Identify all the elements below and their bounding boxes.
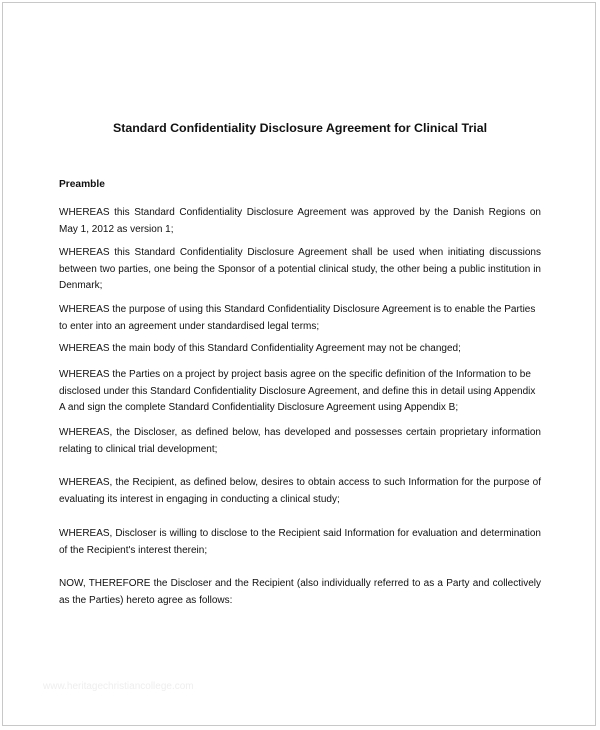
paragraph-6: WHEREAS, the Discloser, as defined below, has developed and possesses certain proprietary information relating to clinical trial development; — [59, 427, 541, 455]
section-heading-preamble: Preamble — [59, 179, 105, 190]
paragraph-5: WHEREAS the Parties on a project by project basis agree on the specific definition of the Information to be disclosed under this Standard Confidentiality Disclosure Agreement, and define this in detail using Appendix A and sign the complete Standard Confidentiality Disclosure Agreement using Appendix B; — [59, 369, 536, 413]
paragraph-8: WHEREAS, Discloser is willing to disclose to the Recipient said Information for evaluation and determination of the Recipient's interest therein; — [59, 528, 541, 556]
document-title: Standard Confidentiality Disclosure Agreement for Clinical Trial — [112, 121, 488, 135]
watermark-text: www.heritagechristiancollege.com — [43, 681, 194, 692]
paragraph-7: WHEREAS, the Recipient, as defined below, desires to obtain access to such Information for the purpose of evaluating its interest in engaging in conducting a clinical study; — [59, 477, 541, 505]
paragraph-9: NOW, THEREFORE the Discloser and the Recipient (also individually referred to as a Party and collectively as the Parties) hereto agree as follows: — [59, 578, 541, 606]
paragraph-4: WHEREAS the main body of this Standard Confidentiality Agreement may not be changed; — [59, 343, 461, 354]
paragraph-1: WHEREAS this Standard Confidentiality Disclosure Agreement was approved by the Danish Regions on May 1, 2012 as version 1; — [59, 207, 541, 235]
document-page-frame — [2, 2, 596, 726]
paragraph-3: WHEREAS the purpose of using this Standard Confidentiality Disclosure Agreement is to enable the Parties to enter into an agreement under standardised legal terms; — [59, 304, 536, 332]
paragraph-2: WHEREAS this Standard Confidentiality Disclosure Agreement shall be used when initiating discussions between two parties, one being the Sponsor of a potential clinical study, the other being a public institution in Denmark; — [59, 247, 541, 291]
